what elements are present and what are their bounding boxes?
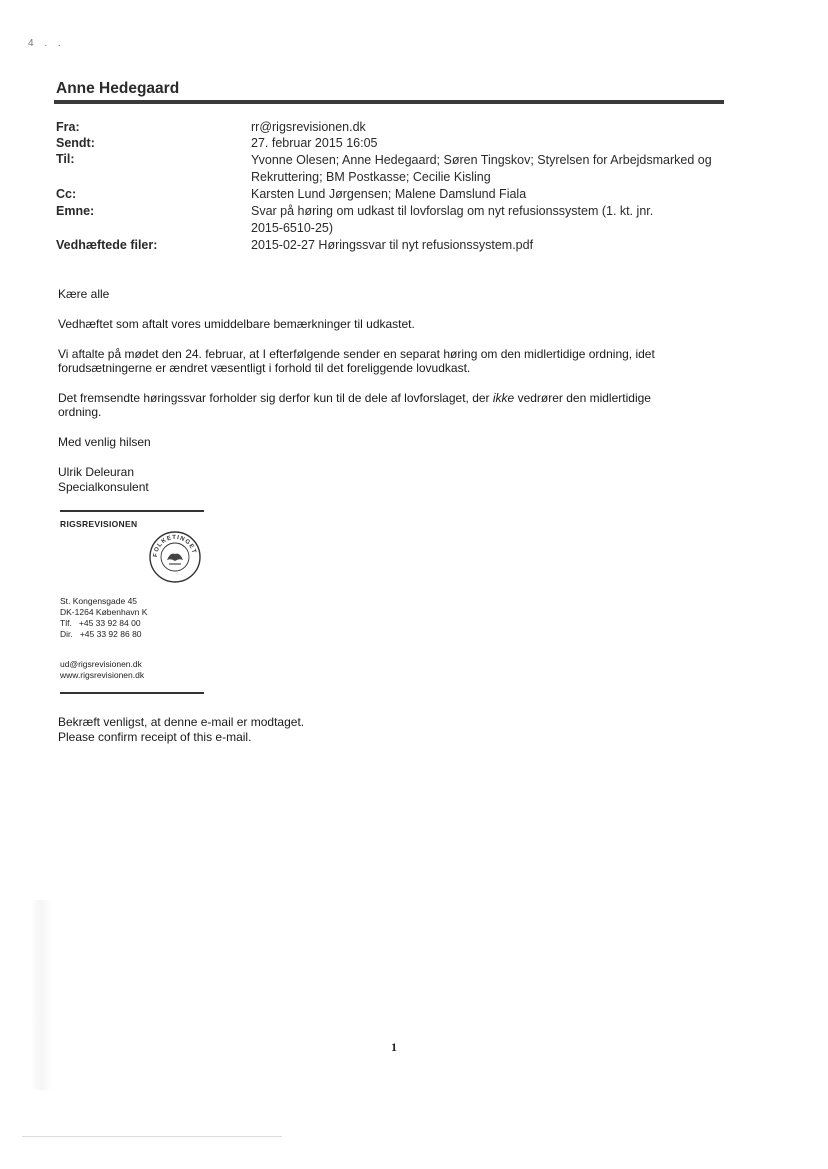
subject-value-line1: Svar på høring om udkast til lovforslag om nyt refusionssystem (1. kt. jnr. — [251, 204, 654, 218]
cc-label: Cc: — [56, 187, 77, 201]
body-paragraph-3-line2: ordning. — [58, 405, 102, 419]
body-paragraph-3-text-a: Det fremsendte høringssvar forholder sig derfor kun til de dele af lovforslaget, der — [58, 391, 493, 405]
page-number: 1 — [391, 1040, 397, 1054]
folketinget-seal-icon — [148, 530, 202, 584]
to-value-line1: Yvonne Olesen; Anne Hedegaard; Søren Tingskov; Styrelsen for Arbejdsmarked og — [251, 153, 712, 167]
greeting: Kære alle — [58, 287, 110, 301]
seal-lettering: FOLKETINGET — [152, 534, 197, 558]
phone-main: Tlf. +45 33 92 84 00 — [60, 618, 141, 628]
body-paragraph-2-line2: forudsætningerne er ændret væsentligt i forhold til det foreliggende lovudkast. — [58, 361, 471, 375]
signer-name: Ulrik Deleuran — [58, 465, 135, 479]
scan-edge-shading — [30, 900, 52, 1090]
signer-title: Specialkonsulent — [58, 480, 149, 494]
subject-label: Emne: — [56, 204, 95, 218]
signature-divider-bottom — [60, 692, 204, 694]
confirm-receipt-danish: Bekræft venligst, at denne e-mail er modtaget. — [58, 715, 305, 729]
address-city: DK-1264 København K — [60, 607, 148, 617]
closing-phrase: Med venlig hilsen — [58, 435, 151, 449]
attachments-label: Vedhæftede filer: — [56, 238, 158, 252]
header-divider — [54, 100, 724, 104]
subject-value-line2: 2015-6510-25) — [251, 221, 334, 235]
body-paragraph-3-emphasis: ikke — [492, 391, 515, 405]
to-label: Til: — [56, 152, 75, 166]
cc-value: Karsten Lund Jørgensen; Malene Damslund Fiala — [251, 187, 527, 201]
body-paragraph-2-line1: Vi aftalte på mødet den 24. februar, at I efterfølgende sender en separat høring om den midlertidige ordning, idet — [58, 347, 655, 361]
sent-value: 27. februar 2015 16:05 — [251, 136, 378, 150]
from-value: rr@rigsrevisionen.dk — [251, 120, 366, 134]
attachment-filename[interactable]: 2015-02-27 Høringssvar til nyt refusionssystem.pdf — [251, 238, 534, 252]
sent-label: Sendt: — [56, 136, 95, 150]
body-paragraph-3-text-b: vedrører den midlertidige — [514, 391, 651, 405]
scan-bottom-edge — [22, 1136, 282, 1137]
organization-name: RIGSREVISIONEN — [60, 519, 138, 529]
signature-website-link[interactable]: www.rigsrevisionen.dk — [60, 670, 145, 680]
scan-artifact-mark: 4 . . — [28, 38, 65, 49]
body-paragraph-3-line1 — [58, 391, 651, 406]
to-value-line2: Rekruttering; BM Postkasse; Cecilie Kisling — [251, 170, 491, 184]
signature-divider-top — [60, 510, 204, 512]
phone-direct: Dir. +45 33 92 86 80 — [60, 629, 142, 639]
address-street: St. Kongensgade 45 — [60, 596, 138, 606]
body-paragraph-1: Vedhæftet som aftalt vores umiddelbare bemærkninger til udkastet. — [58, 317, 415, 331]
signature-email-link[interactable]: ud@rigsrevisionen.dk — [60, 659, 142, 669]
sender-name-heading: Anne Hedegaard — [56, 80, 180, 97]
from-label: Fra: — [56, 120, 80, 134]
confirm-receipt-english: Please confirm receipt of this e-mail. — [58, 730, 252, 744]
